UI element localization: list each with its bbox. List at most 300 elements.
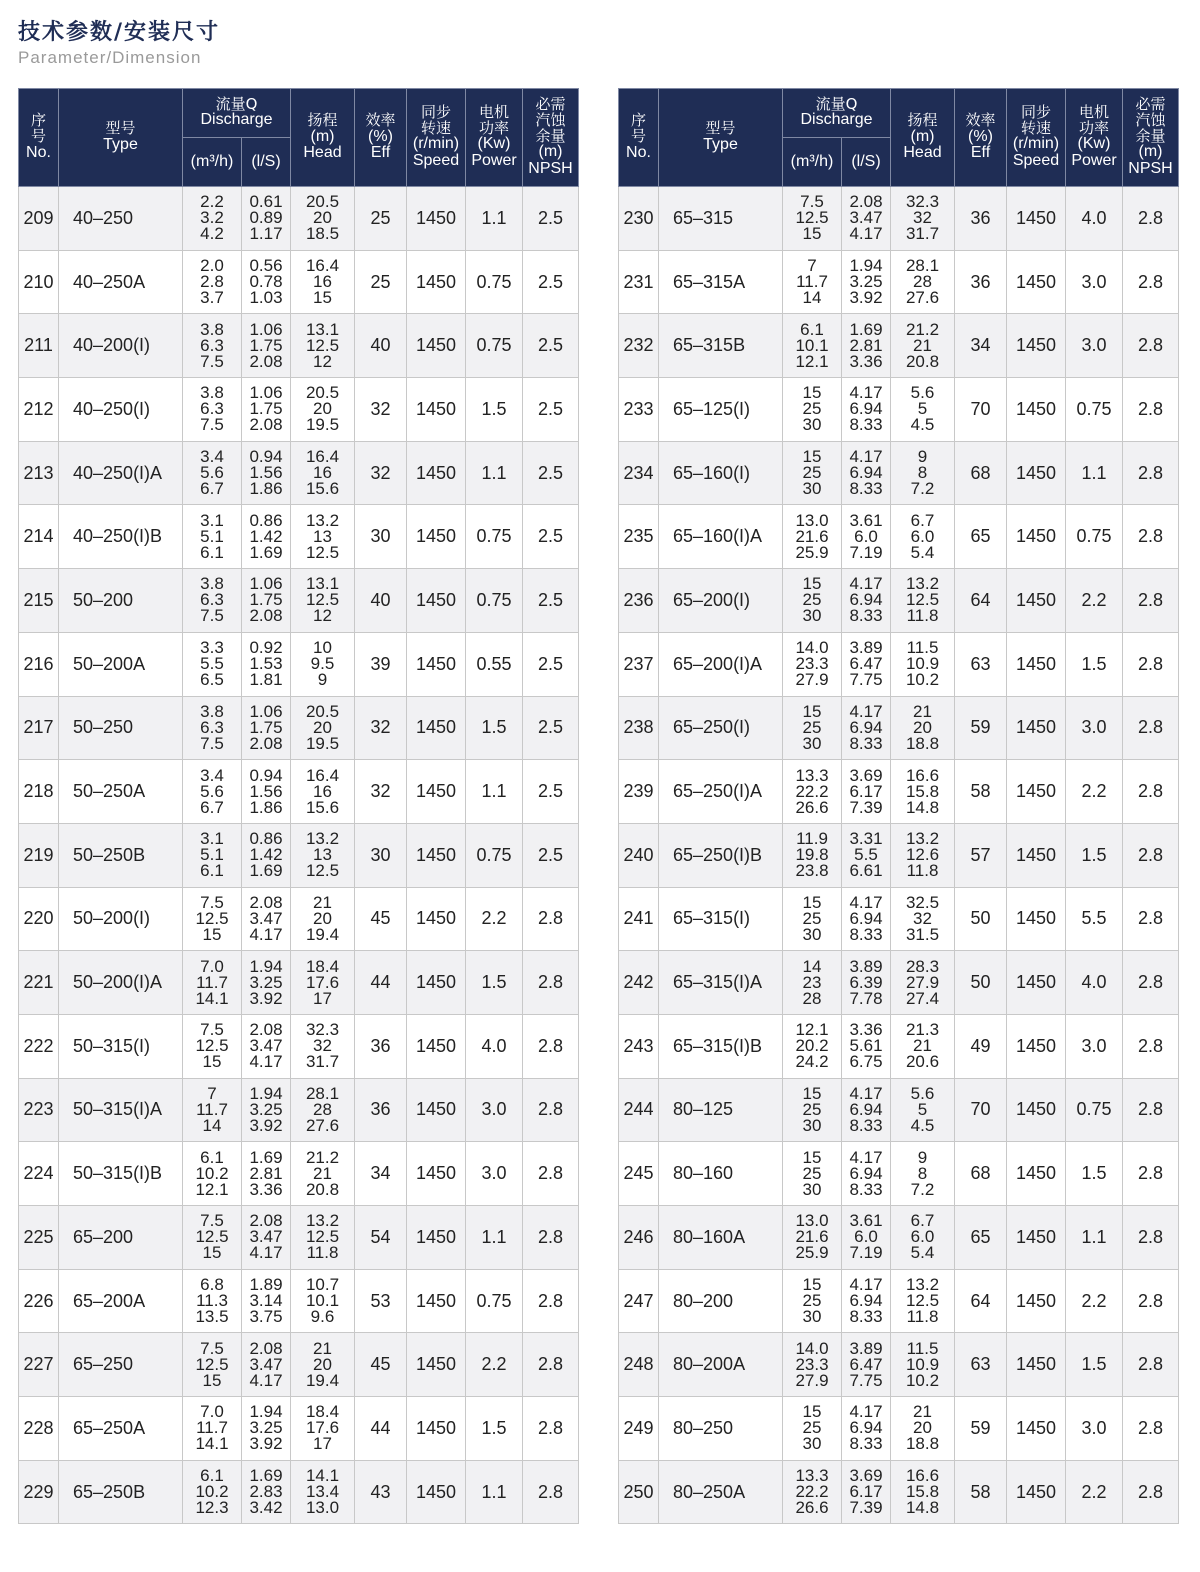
table-row <box>19 887 579 951</box>
cell-eff: 58 <box>955 1460 1007 1524</box>
cell-speed: 1450 <box>1007 378 1066 442</box>
cell-type: 65–250 <box>59 1333 183 1397</box>
cell-flow-m3h-value: 15 <box>802 1275 822 1295</box>
cell-flow-m3h-value: 7.5 <box>200 1338 224 1358</box>
cell-type: 65–200A <box>59 1269 183 1333</box>
cell-type: 80–160A <box>659 1206 783 1270</box>
cell-flow-ls-value: 1.94 <box>849 256 883 276</box>
cell-flow-ls-value: 3.92 <box>249 988 283 1008</box>
cell-flow-m3h <box>183 760 242 824</box>
cell-flow-m3h <box>783 951 842 1015</box>
cell-head-value: 16.6 <box>905 1466 940 1486</box>
cell-flow-ls-value: 2.81 <box>849 335 883 355</box>
cell-flow-m3h-value: 6.1 <box>200 542 224 562</box>
cell-flow-ls-value: 8.33 <box>849 606 883 626</box>
cell-flow-m3h-value: 27.9 <box>795 670 829 690</box>
cell-head-value: 28 <box>313 1099 332 1119</box>
cell-flow-m3h-value: 23.3 <box>795 654 829 674</box>
cell-flow-m3h <box>783 1142 842 1206</box>
cell-head-value: 8 <box>917 1163 928 1183</box>
cell-flow-m3h-value: 13.0 <box>795 1211 829 1231</box>
cell-flow-m3h-value: 25 <box>802 1291 822 1311</box>
table-row <box>19 187 579 251</box>
cell-head-value: 10.9 <box>905 654 940 674</box>
cell-eff: 32 <box>355 441 407 505</box>
col-header-unit-ls: (l/S) <box>242 138 291 187</box>
cell-eff: 44 <box>355 951 407 1015</box>
cell-flow-m3h-value: 14.0 <box>795 1338 829 1358</box>
cell-npsh: 2.5 <box>523 441 579 505</box>
cell-type: 40–200(I) <box>59 314 183 378</box>
cell-head-value: 12.5 <box>305 861 340 881</box>
table-row <box>19 1142 579 1206</box>
cell-head-value: 9 <box>917 447 928 467</box>
cell-flow-m3h-value: 6.3 <box>200 590 224 610</box>
cell-eff: 34 <box>355 1142 407 1206</box>
cell-type: 80–200A <box>659 1333 783 1397</box>
cell-flow-m3h-value: 23.8 <box>795 861 829 881</box>
cell-no: 238 <box>619 696 659 760</box>
cell-flow-m3h-value: 25 <box>802 1418 822 1438</box>
cell-power: 1.5 <box>1066 1142 1123 1206</box>
cell-head-value: 11.5 <box>906 1338 939 1358</box>
cell-flow-m3h-value: 24.2 <box>795 1052 829 1072</box>
cell-flow-ls <box>842 1333 891 1397</box>
cell-head <box>891 1078 955 1142</box>
cell-flow-m3h-value: 3.2 <box>200 208 224 228</box>
cell-head <box>891 569 955 633</box>
cell-flow-m3h <box>783 1460 842 1524</box>
cell-flow-m3h-value: 5.1 <box>200 526 224 546</box>
cell-power: 2.2 <box>1066 1460 1123 1524</box>
cell-head <box>891 250 955 314</box>
cell-no: 231 <box>619 250 659 314</box>
cell-speed: 1450 <box>407 1014 466 1078</box>
cell-speed: 1450 <box>1007 505 1066 569</box>
cell-flow-m3h-value: 5.6 <box>200 463 224 483</box>
cell-flow-m3h <box>183 1269 242 1333</box>
cell-flow-m3h-value: 5.1 <box>200 845 224 865</box>
cell-head <box>891 951 955 1015</box>
cell-npsh: 2.8 <box>523 1078 579 1142</box>
cell-power: 2.2 <box>1066 569 1123 633</box>
cell-power: 1.1 <box>466 1460 523 1524</box>
table-row <box>19 1460 579 1524</box>
cell-flow-ls <box>842 1206 891 1270</box>
cell-eff: 32 <box>355 696 407 760</box>
cell-head <box>291 378 355 442</box>
cell-no: 223 <box>19 1078 59 1142</box>
cell-head <box>291 1460 355 1524</box>
cell-power: 0.75 <box>1066 505 1123 569</box>
cell-head <box>291 1397 355 1461</box>
cell-head-value: 11.8 <box>906 861 939 881</box>
col-header-type: 型号 Type <box>59 89 183 187</box>
cell-flow-m3h-value: 30 <box>802 479 822 499</box>
cell-flow-m3h-value: 10.2 <box>195 1482 229 1502</box>
col-header-discharge: 流量Q Discharge <box>183 89 291 138</box>
cell-flow-m3h-value: 15 <box>202 1052 222 1072</box>
cell-head-value: 27.4 <box>905 988 940 1008</box>
cell-head-value: 5.4 <box>910 542 935 562</box>
cell-flow-ls-value: 4.17 <box>849 1147 883 1167</box>
cell-head-value: 4.5 <box>910 415 935 435</box>
cell-speed: 1450 <box>407 951 466 1015</box>
cell-flow-m3h-value: 2.2 <box>200 192 224 212</box>
cell-head-value: 18.4 <box>305 956 340 976</box>
cell-eff: 36 <box>355 1014 407 1078</box>
cell-flow-ls-value: 8.33 <box>849 479 883 499</box>
table-row <box>19 314 579 378</box>
cell-flow-ls-value: 6.94 <box>849 1291 883 1311</box>
cell-flow-m3h-value: 11.7 <box>196 1099 228 1119</box>
cell-power: 3.0 <box>1066 250 1123 314</box>
cell-flow-ls-value: 3.47 <box>249 1354 283 1374</box>
cell-flow-ls-value: 6.0 <box>854 1227 878 1247</box>
cell-npsh: 2.8 <box>1123 1333 1179 1397</box>
cell-flow-m3h-value: 15 <box>202 1370 222 1390</box>
cell-head-value: 6.7 <box>910 1211 935 1231</box>
cell-head-value: 10.1 <box>305 1291 340 1311</box>
cell-flow-m3h-value: 25.9 <box>795 1243 829 1263</box>
cell-power: 3.0 <box>1066 1397 1123 1461</box>
cell-flow-m3h <box>783 250 842 314</box>
cell-npsh: 2.5 <box>523 823 579 887</box>
cell-flow-m3h-value: 3.4 <box>200 765 224 785</box>
cell-no: 219 <box>19 823 59 887</box>
cell-flow-m3h-value: 25.9 <box>795 542 829 562</box>
cell-flow-m3h-value: 30 <box>802 1307 822 1327</box>
cell-eff: 49 <box>955 1014 1007 1078</box>
cell-flow-m3h-value: 13.3 <box>795 765 829 785</box>
cell-flow-ls <box>842 1078 891 1142</box>
cell-head-value: 20 <box>313 717 332 737</box>
cell-flow-m3h <box>783 441 842 505</box>
cell-no: 227 <box>19 1333 59 1397</box>
cell-flow-m3h-value: 15 <box>802 1402 822 1422</box>
cell-flow-m3h-value: 6.3 <box>200 335 224 355</box>
cell-eff: 63 <box>955 1333 1007 1397</box>
cell-npsh: 2.8 <box>1123 1014 1179 1078</box>
cell-no: 216 <box>19 632 59 696</box>
cell-flow-m3h-value: 6.7 <box>200 479 224 499</box>
cell-type: 65–250(I)B <box>659 823 783 887</box>
cell-head <box>291 696 355 760</box>
cell-head-value: 13.2 <box>905 574 940 594</box>
col-header-unit-ls: (l/S) <box>842 138 891 187</box>
cell-flow-ls-value: 6.94 <box>849 1418 883 1438</box>
cell-flow-ls <box>242 1142 291 1206</box>
cell-head-value: 12.5 <box>305 542 340 562</box>
cell-flow-m3h-value: 7.5 <box>200 1211 224 1231</box>
cell-flow-ls-value: 3.92 <box>249 1115 283 1135</box>
cell-flow-ls <box>242 823 291 887</box>
table-row <box>619 1206 1179 1270</box>
cell-flow-ls-value: 4.17 <box>849 1275 883 1295</box>
spec-table-header <box>19 89 579 187</box>
cell-eff: 32 <box>355 760 407 824</box>
cell-head-value: 13.1 <box>305 574 340 594</box>
col-header-speed: 同步 转速 (r/min) Speed <box>1007 89 1066 187</box>
cell-flow-ls-value: 2.08 <box>249 1211 283 1231</box>
cell-head-value: 17 <box>313 988 332 1008</box>
cell-flow-ls <box>842 951 891 1015</box>
cell-head-value: 13.2 <box>305 1211 340 1231</box>
cell-eff: 44 <box>355 1397 407 1461</box>
table-row <box>619 760 1179 824</box>
cell-flow-m3h-value: 2.0 <box>200 256 224 276</box>
cell-eff: 40 <box>355 314 407 378</box>
cell-flow-m3h <box>183 1460 242 1524</box>
cell-flow-m3h-value: 15 <box>802 574 822 594</box>
cell-no: 222 <box>19 1014 59 1078</box>
cell-flow-ls-value: 1.06 <box>249 701 283 721</box>
cell-type: 40–250 <box>59 187 183 251</box>
cell-flow-m3h <box>183 1397 242 1461</box>
cell-flow-m3h-value: 12.1 <box>795 351 829 371</box>
table-row <box>619 1014 1179 1078</box>
cell-flow-m3h <box>783 1014 842 1078</box>
cell-flow-m3h <box>183 1333 242 1397</box>
cell-speed: 1450 <box>407 1397 466 1461</box>
cell-type: 50–200(I)A <box>59 951 183 1015</box>
cell-head-value: 13 <box>313 845 332 865</box>
cell-flow-ls-value: 1.56 <box>249 463 283 483</box>
cell-head-value: 7.2 <box>910 479 935 499</box>
cell-no: 228 <box>19 1397 59 1461</box>
cell-flow-m3h-value: 15 <box>802 701 822 721</box>
cell-flow-m3h <box>783 823 842 887</box>
cell-head-value: 16 <box>313 781 332 801</box>
cell-type: 65–250(I)A <box>659 760 783 824</box>
cell-flow-m3h-value: 11.7 <box>196 972 228 992</box>
cell-head-value: 11.5 <box>906 638 939 658</box>
cell-flow-ls-value: 3.25 <box>249 1099 283 1119</box>
col-header-speed: 同步 转速 (r/min) Speed <box>407 89 466 187</box>
cell-flow-ls <box>842 696 891 760</box>
cell-flow-m3h-value: 10.2 <box>195 1163 229 1183</box>
table-row <box>619 951 1179 1015</box>
cell-speed: 1450 <box>1007 951 1066 1015</box>
cell-flow-ls-value: 0.92 <box>249 638 283 658</box>
cell-flow-ls-value: 2.08 <box>249 606 283 626</box>
cell-eff: 65 <box>955 505 1007 569</box>
cell-power: 0.75 <box>466 569 523 633</box>
cell-flow-ls-value: 1.81 <box>249 670 283 690</box>
cell-flow-ls-value: 8.33 <box>849 1434 883 1454</box>
cell-flow-ls-value: 1.06 <box>249 319 283 339</box>
cell-flow-ls <box>842 441 891 505</box>
cell-power: 4.0 <box>466 1014 523 1078</box>
cell-flow-ls-value: 1.06 <box>249 574 283 594</box>
cell-head-value: 32.3 <box>305 1020 340 1040</box>
cell-type: 65–200(I)A <box>659 632 783 696</box>
cell-head-value: 32.5 <box>905 892 940 912</box>
cell-flow-ls-value: 4.17 <box>849 1083 883 1103</box>
cell-flow-m3h-value: 14.1 <box>195 988 229 1008</box>
cell-head-value: 11.8 <box>906 606 939 626</box>
cell-eff: 30 <box>355 505 407 569</box>
table-row <box>19 1397 579 1461</box>
cell-flow-ls <box>842 632 891 696</box>
cell-speed: 1450 <box>1007 1397 1066 1461</box>
cell-no: 248 <box>619 1333 659 1397</box>
cell-head <box>291 187 355 251</box>
cell-no: 235 <box>619 505 659 569</box>
cell-head <box>891 1460 955 1524</box>
cell-flow-m3h-value: 11.3 <box>196 1291 228 1311</box>
cell-no: 217 <box>19 696 59 760</box>
cell-flow-m3h <box>183 887 242 951</box>
cell-flow-ls <box>842 187 891 251</box>
cell-power: 1.5 <box>1066 1333 1123 1397</box>
cell-speed: 1450 <box>1007 1142 1066 1206</box>
cell-flow-ls-value: 1.86 <box>249 479 283 499</box>
cell-flow-m3h-value: 6.3 <box>200 399 224 419</box>
cell-head-value: 13.1 <box>305 319 340 339</box>
table-row <box>619 441 1179 505</box>
cell-speed: 1450 <box>407 314 466 378</box>
cell-head-value: 9.5 <box>310 654 335 674</box>
cell-npsh: 2.8 <box>523 1142 579 1206</box>
cell-npsh: 2.8 <box>1123 1206 1179 1270</box>
cell-eff: 40 <box>355 569 407 633</box>
cell-flow-m3h <box>783 378 842 442</box>
cell-head <box>291 760 355 824</box>
cell-speed: 1450 <box>1007 887 1066 951</box>
cell-flow-m3h <box>783 1397 842 1461</box>
cell-flow-m3h-value: 7.5 <box>200 1020 224 1040</box>
cell-eff: 70 <box>955 378 1007 442</box>
cell-head-value: 9 <box>917 1147 928 1167</box>
cell-npsh: 2.8 <box>1123 632 1179 696</box>
cell-eff: 36 <box>355 1078 407 1142</box>
cell-head-value: 27.6 <box>905 288 940 308</box>
cell-flow-ls-value: 5.5 <box>854 845 878 865</box>
cell-flow-ls <box>242 441 291 505</box>
table-row <box>619 378 1179 442</box>
cell-flow-ls <box>842 378 891 442</box>
cell-head-value: 27.6 <box>305 1115 340 1135</box>
col-header-unit-m3h: (m³/h) <box>183 138 242 187</box>
cell-flow-m3h-value: 6.7 <box>200 797 224 817</box>
cell-flow-m3h-value: 6.8 <box>200 1275 224 1295</box>
cell-flow-m3h <box>183 823 242 887</box>
table-row <box>19 951 579 1015</box>
cell-flow-m3h-value: 12.1 <box>795 1020 829 1040</box>
cell-flow-ls-value: 6.61 <box>849 861 883 881</box>
cell-flow-ls <box>842 760 891 824</box>
cell-flow-m3h-value: 15 <box>802 1083 822 1103</box>
cell-flow-m3h-value: 7.5 <box>200 351 224 371</box>
table-row <box>619 1142 1179 1206</box>
cell-no: 220 <box>19 887 59 951</box>
cell-flow-m3h-value: 26.6 <box>795 797 829 817</box>
spec-table-body <box>619 187 1179 1524</box>
cell-flow-m3h-value: 15 <box>802 892 822 912</box>
cell-npsh: 2.8 <box>523 1460 579 1524</box>
cell-flow-m3h <box>783 887 842 951</box>
cell-speed: 1450 <box>1007 1014 1066 1078</box>
cell-flow-ls-value: 1.94 <box>249 956 283 976</box>
cell-head-value: 5.6 <box>910 1083 935 1103</box>
cell-flow-m3h-value: 15 <box>202 924 222 944</box>
cell-head-value: 18.4 <box>305 1402 340 1422</box>
cell-flow-m3h-value: 14.0 <box>795 638 829 658</box>
cell-head <box>891 632 955 696</box>
cell-head-value: 13.2 <box>305 510 340 530</box>
cell-no: 210 <box>19 250 59 314</box>
cell-npsh: 2.8 <box>1123 505 1179 569</box>
cell-flow-ls-value: 1.17 <box>249 224 283 244</box>
cell-head-value: 21 <box>913 335 932 355</box>
cell-npsh: 2.8 <box>1123 696 1179 760</box>
cell-head-value: 21.3 <box>905 1020 940 1040</box>
cell-flow-ls <box>242 696 291 760</box>
cell-npsh: 2.8 <box>523 1397 579 1461</box>
cell-head-value: 13.4 <box>305 1482 340 1502</box>
cell-flow-ls-value: 1.53 <box>249 654 283 674</box>
cell-npsh: 2.8 <box>1123 314 1179 378</box>
cell-flow-ls <box>242 187 291 251</box>
cell-head-value: 19.5 <box>305 733 340 753</box>
cell-flow-ls-value: 3.75 <box>249 1307 283 1327</box>
cell-flow-m3h-value: 30 <box>802 733 822 753</box>
cell-speed: 1450 <box>407 505 466 569</box>
cell-head-value: 32 <box>913 908 932 928</box>
cell-flow-m3h <box>183 1206 242 1270</box>
cell-type: 50–200(I) <box>59 887 183 951</box>
cell-flow-m3h-value: 6.1 <box>800 319 824 339</box>
cell-flow-ls-value: 6.94 <box>849 399 883 419</box>
cell-no: 214 <box>19 505 59 569</box>
cell-flow-ls-value: 1.94 <box>249 1402 283 1422</box>
cell-flow-m3h-value: 21.6 <box>795 526 829 546</box>
cell-type: 50–315(I)A <box>59 1078 183 1142</box>
cell-type: 65–315 <box>659 187 783 251</box>
cell-flow-m3h-value: 12.5 <box>195 908 229 928</box>
cell-flow-ls-value: 8.33 <box>849 1179 883 1199</box>
cell-no: 226 <box>19 1269 59 1333</box>
cell-flow-m3h <box>783 569 842 633</box>
cell-type: 80–250 <box>659 1397 783 1461</box>
cell-flow-m3h-value: 7.5 <box>200 892 224 912</box>
col-header-no: 序 号 No. <box>19 89 59 187</box>
cell-flow-ls-value: 1.69 <box>849 319 883 339</box>
cell-head-value: 13.0 <box>305 1498 340 1518</box>
cell-power: 4.0 <box>1066 187 1123 251</box>
cell-flow-ls-value: 2.08 <box>249 351 283 371</box>
cell-head-value: 12 <box>313 351 332 371</box>
cell-head-value: 10 <box>313 638 332 658</box>
cell-npsh: 2.8 <box>1123 441 1179 505</box>
table-row <box>619 187 1179 251</box>
cell-npsh: 2.5 <box>523 505 579 569</box>
cell-speed: 1450 <box>407 1206 466 1270</box>
cell-type: 65–250A <box>59 1397 183 1461</box>
cell-flow-ls-value: 4.17 <box>849 1402 883 1422</box>
table-row <box>19 1206 579 1270</box>
cell-head-value: 12 <box>313 606 332 626</box>
cell-power: 0.75 <box>1066 378 1123 442</box>
cell-flow-m3h-value: 15 <box>802 383 822 403</box>
cell-head-value: 6.0 <box>910 1227 935 1247</box>
cell-head <box>891 187 955 251</box>
cell-no: 224 <box>19 1142 59 1206</box>
cell-head <box>291 951 355 1015</box>
cell-npsh: 2.8 <box>523 1269 579 1333</box>
cell-no: 229 <box>19 1460 59 1524</box>
